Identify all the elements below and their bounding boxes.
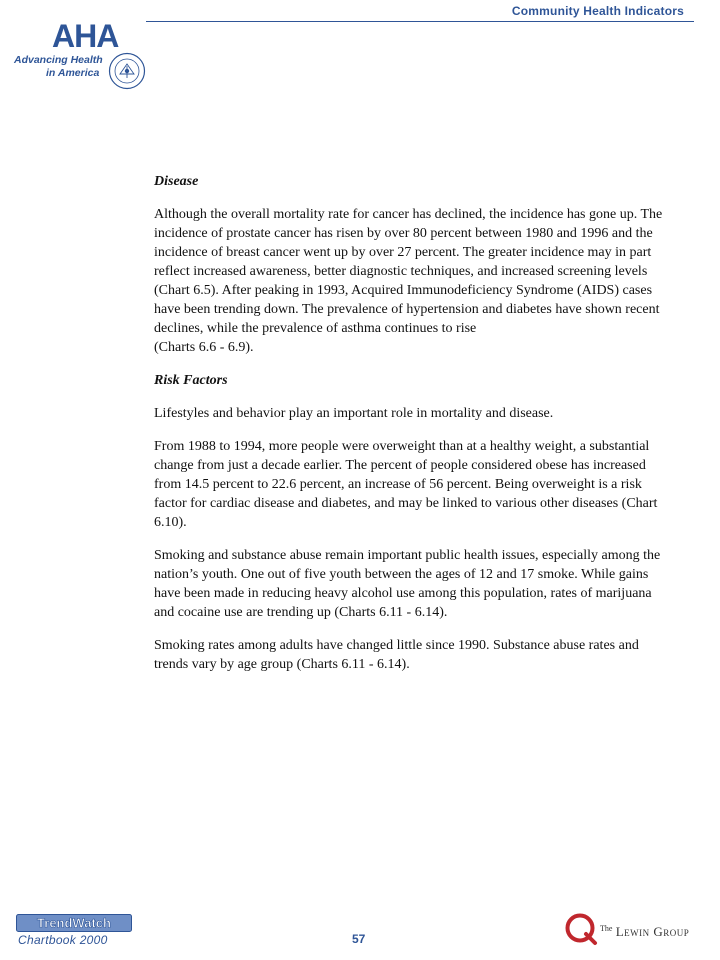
trendwatch-logo [16,914,132,932]
lewin-the: The [600,924,613,933]
disease-heading: Disease [154,174,199,189]
aha-tagline-line1: Advancing Health [14,54,103,66]
svg-text:TrendWatch: TrendWatch [37,915,111,931]
lewin-q-icon [564,912,598,946]
aha-tagline-line2: in America [46,67,100,79]
seal-icon [108,52,146,90]
lewin-name: Lewin Group [615,924,690,939]
aha-wordmark: AHA [52,18,119,54]
risk-paragraph-smoking-adults: Smoking rates among adults have changed little since 1990. Substance abuse rates and trends vary by age group (Charts 6.11 - 6.14). [154,638,639,672]
disease-paragraph [154,205,674,357]
risk-paragraph-overweight: From 1988 to 1994, more people were overweight than at a healthy weight, a substantial change from just a decade earlier. The percent of people considered obese has increased from 14.5 percent to 22.6 percent, an increase of 56 percent. Being overweight is a risk factor for cardiac disease and diabetes, and may be linked to various other diseases (Chart 6.10). [154,439,658,530]
disease-paragraph-text: Although the overall mortality rate for cancer has declined, the incidence has gone up. The incidence of prostate cancer has risen by over 80 percent between 1980 and 1996 and the incidence of breast cancer went up by over 27 percent. The greater incidence may in part reflect increased awareness, better diagnostic techniques, and increased screening levels (Chart 6.5). After peaking in 1993, Acquired Immunodeficiency Syndrome (AIDS) cases have been trending down. The prevalence of hypertension and diabetes have shown recent declines, while the prevalence of asthma continues to rise [154,207,663,336]
lewin-group-logo [600,924,689,940]
header-rule [146,21,694,22]
disease-paragraph-tail: (Charts 6.6 - 6.9). [154,340,254,355]
risk-paragraph-lifestyles: Lifestyles and behavior play an important role in mortality and disease. [154,406,554,421]
risk-factors-heading: Risk Factors [154,373,228,388]
header-title: Community Health Indicators [511,4,684,18]
main-content [154,172,674,688]
page-number: 57 [352,932,366,946]
risk-paragraph-smoking-youth: Smoking and substance abuse remain important public health issues, especially among the nation’s youth. One out of five youth between the ages of 12 and 17 smoke. While gains have been made in reducing heavy alcohol use among this population, rates of marijuana and cocaine use are trending up (Charts 6.11 - 6.14). [154,548,661,620]
chartbook-label: Chartbook 2000 [18,933,108,947]
aha-logo [12,18,142,110]
